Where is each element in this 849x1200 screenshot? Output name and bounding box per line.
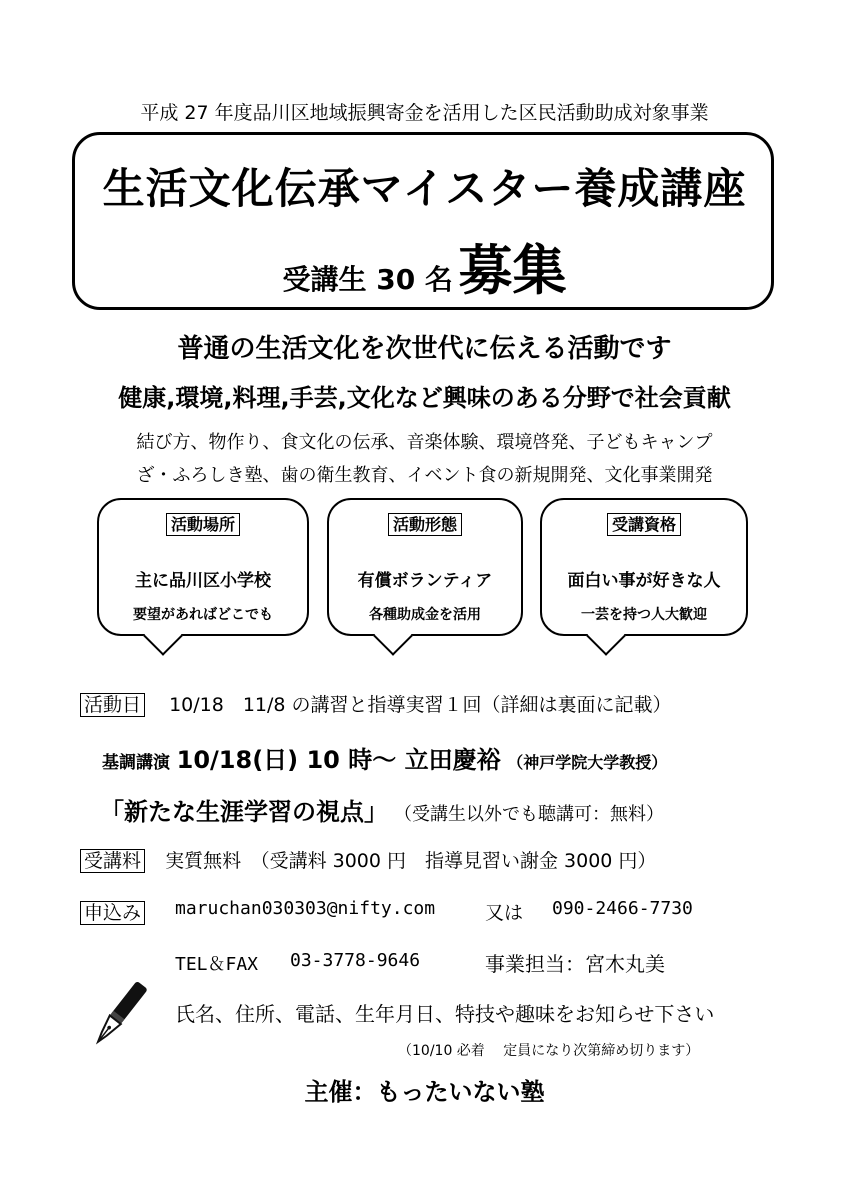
intro-lead: 普通の生活文化を次世代に伝える活動です: [177, 334, 672, 364]
info-request: 氏名、住所、電話、生年月日、特技や趣味をお知らせ下さい: [175, 1002, 715, 1026]
lecture-title: 「新たな生涯学習の視点」: [100, 798, 388, 826]
course-title: 生活文化伝承マイスター養成講座: [102, 164, 747, 213]
apply-row: [80, 898, 145, 925]
keynote-affiliation: （神戸学院大学教授）: [507, 753, 668, 772]
topics-line-2: ざ・ふろしき塾、歯の衛生教育、イベント食の新規開発、文化事業開発: [136, 465, 713, 486]
fee-label: 受講料: [80, 849, 145, 873]
recruit-word: 募集: [458, 239, 567, 302]
subsidy-line: 平成 27 年度品川区地域振興寄金を活用した区民活動助成対象事業: [140, 102, 709, 124]
bubble-line-1: 主に品川区小学校: [135, 571, 271, 591]
intro-fields: 健康,環境,料理,手芸,文化など興味のある分野で社会貢献: [118, 384, 731, 412]
fountain-pen-icon: [88, 975, 150, 1059]
bubble-line-2: 要望があればどこでも: [133, 607, 273, 623]
manager: 事業担当：宮木丸美: [485, 952, 665, 976]
recruit-line: [0, 228, 849, 305]
dates-label: 活動日: [80, 693, 145, 717]
bubble-activity-place: [97, 498, 309, 636]
bubble-heading: 受講資格: [607, 513, 681, 536]
bubble-heading: 活動場所: [166, 513, 240, 536]
apply-label: 申込み: [80, 901, 145, 925]
keynote-label: 基調講演: [102, 753, 170, 773]
bubble-line-2: 一芸を持つ人大歓迎: [581, 607, 707, 623]
recruit-prefix: 受講生 30 名: [282, 263, 453, 296]
organizer: 主催：もったいない塾: [304, 1078, 545, 1106]
telfax-label: TEL＆FAX: [175, 954, 259, 975]
apply-phone[interactable]: 090-2466-7730: [552, 898, 693, 919]
keynote-row: [102, 740, 667, 775]
dates-row: [80, 690, 672, 717]
bubble-activity-form: [327, 498, 523, 636]
fee-row: [80, 846, 656, 873]
dates-text: 10/18 11/8 の講習と指導実習１回（詳細は裏面に記載）: [169, 694, 672, 716]
keynote-datetime: 10/18(日) 10 時～ 立田慶裕: [176, 746, 501, 774]
bubble-heading: 活動形態: [388, 513, 462, 536]
deadline-note: （10/10 必着 定員になり次第締め切ります）: [398, 1043, 700, 1059]
lecture-row: [100, 792, 664, 827]
apply-email[interactable]: maruchan030303@nifty.com: [175, 898, 436, 919]
telfax-number[interactable]: 03-3778-9646: [290, 950, 421, 971]
bubble-line-1: 面白い事が好きな人: [567, 571, 721, 591]
lecture-note: （受講生以外でも聴講可：無料）: [394, 804, 665, 825]
topics-line-1: 結び方、物作り、食文化の伝承、音楽体験、環境啓発、子どもキャンプ: [136, 432, 713, 453]
bubble-line-2: 各種助成金を活用: [369, 607, 481, 623]
fee-text: 実質無料 （受講料 3000 円 指導見習い謝金 3000 円）: [165, 850, 657, 872]
bubble-line-1: 有償ボランティア: [357, 571, 493, 591]
bubble-eligibility: [540, 498, 748, 636]
apply-or: 又は: [485, 902, 524, 924]
